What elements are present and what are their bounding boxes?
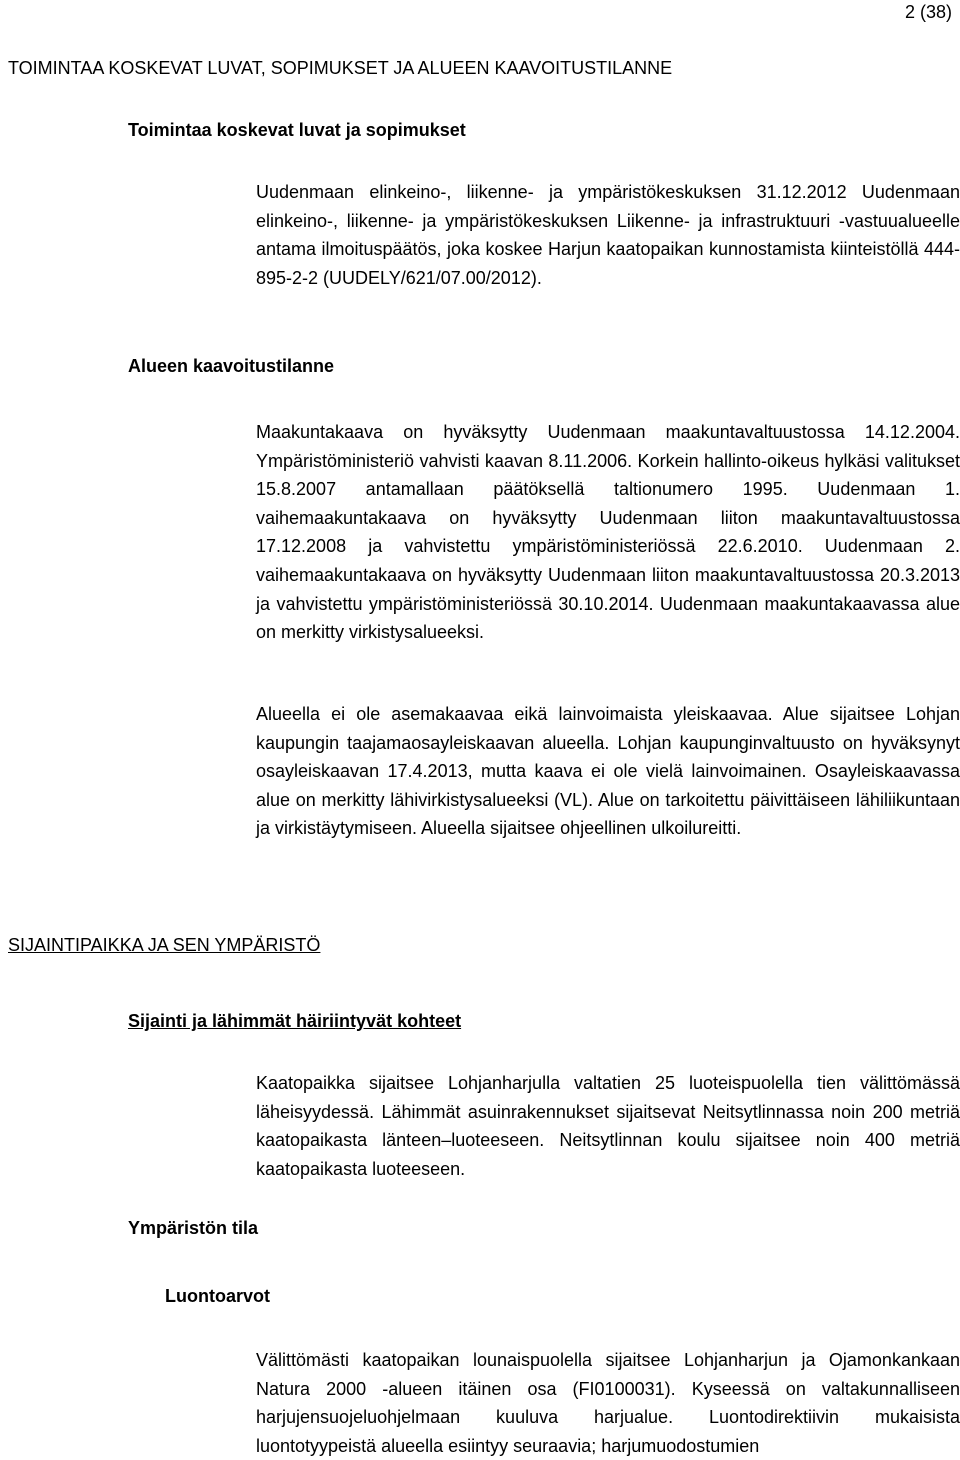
heading-permits-zoning: TOIMINTAA KOSKEVAT LUVAT, SOPIMUKSET JA ALUEEN KAAVOITUSTILANNE	[8, 58, 673, 78]
paragraph-zoning-local: Alueella ei ole asemakaavaa eikä lainvoimaista yleiskaavaa. Alue sijaitsee Lohjan kaupungin taajamaosayleiskaavan alueella. Lohjan kaupunginvaltuusto on hyväksynyt osayleiskaavan 17.4.2013, mutta kaava ei ole vielä lainvoimainen. Osayleiskaavassa alue on merkitty lähivirkistysalueeksi (VL). Alue on tarkoitettu päivittäiseen lähiliikuntaan ja virkistäytymiseen. Alueella sijaitsee ohjeellinen ulkoilureitti.	[256, 704, 960, 839]
paragraph-nature: Välittömästi kaatopaikan lounaispuolella sijaitsee Lohjanharjun ja Ojamonkankaan Natura 2000 -alueen itäinen osa (FI0100031). Kyseessä on valtakunnalliseen harjujensuojeluohjelmaan kuuluva harjualue. Luontodirektiivin mukaisista luontotyypeistä alueella esiintyy seuraavia; harjumuodostumien	[256, 1350, 960, 1456]
heading-location: SIJAINTIPAIKKA JA SEN YMPÄRISTÖ	[8, 935, 321, 955]
paragraph-permits: Uudenmaan elinkeino-, liikenne- ja ympäristökeskuksen 31.12.2012 Uudenmaan elinkeino-, liikenne- ja ympäristökeskuksen Liikenne- ja infrastruktuuri -vastuualueelle antama ilmoituspäätös, joka koskee Harjun kaatopaikan kunnostamista kiinteistöllä 444-895-2-2 (UUDELY/621/07.00/2012).	[256, 182, 960, 288]
paragraph-zoning-regional: Maakuntakaava on hyväksytty Uudenmaan maakuntavaltuustossa 14.12.2004. Ympäristöministeriö vahvisti kaavan 8.11.2006. Korkein hallinto-oikeus hylkäsi valitukset 15.8.2007 antamallaan päätöksellä taltionumero 1995. Uudenmaan 1. vaihemaakuntakaava on hyväksytty Uudenmaan liiton maakuntavaltuustossa 17.12.2008 ja vahvistettu ympäristöministeriössä 22.6.2010. Uudenmaan 2. vaihemaakuntakaava on hyväksytty Uudenmaan liiton maakuntavaltuustossa 20.3.2013 ja vahvistettu ympäristöministeriössä 30.10.2014. Uudenmaan maakuntakaavassa alue on merkitty virkistysalueeksi.	[256, 422, 960, 643]
heading-permits: Toimintaa koskevat luvat ja sopimukset	[128, 120, 466, 140]
paragraph-location: Kaatopaikka sijaitsee Lohjanharjulla valtatien 25 luoteispuolella tien välittömässä läheisyydessä. Lähimmät asuinrakennukset sijaitsevat Neitsytlinnassa noin 200 metriä kaatopaikasta länteen–luoteeseen. Neitsytlinnan koulu sijaitsee noin 400 metriä kaatopaikasta luoteeseen.	[256, 1073, 960, 1179]
heading-zoning: Alueen kaavoitustilanne	[128, 356, 335, 376]
heading-environment: Ympäristön tila	[128, 1218, 259, 1238]
heading-location-sub: Sijainti ja lähimmät häiriintyvät kohteet	[128, 1011, 462, 1031]
heading-nature: Luontoarvot	[165, 1286, 270, 1306]
page-number: 2 (38)	[904, 2, 952, 22]
